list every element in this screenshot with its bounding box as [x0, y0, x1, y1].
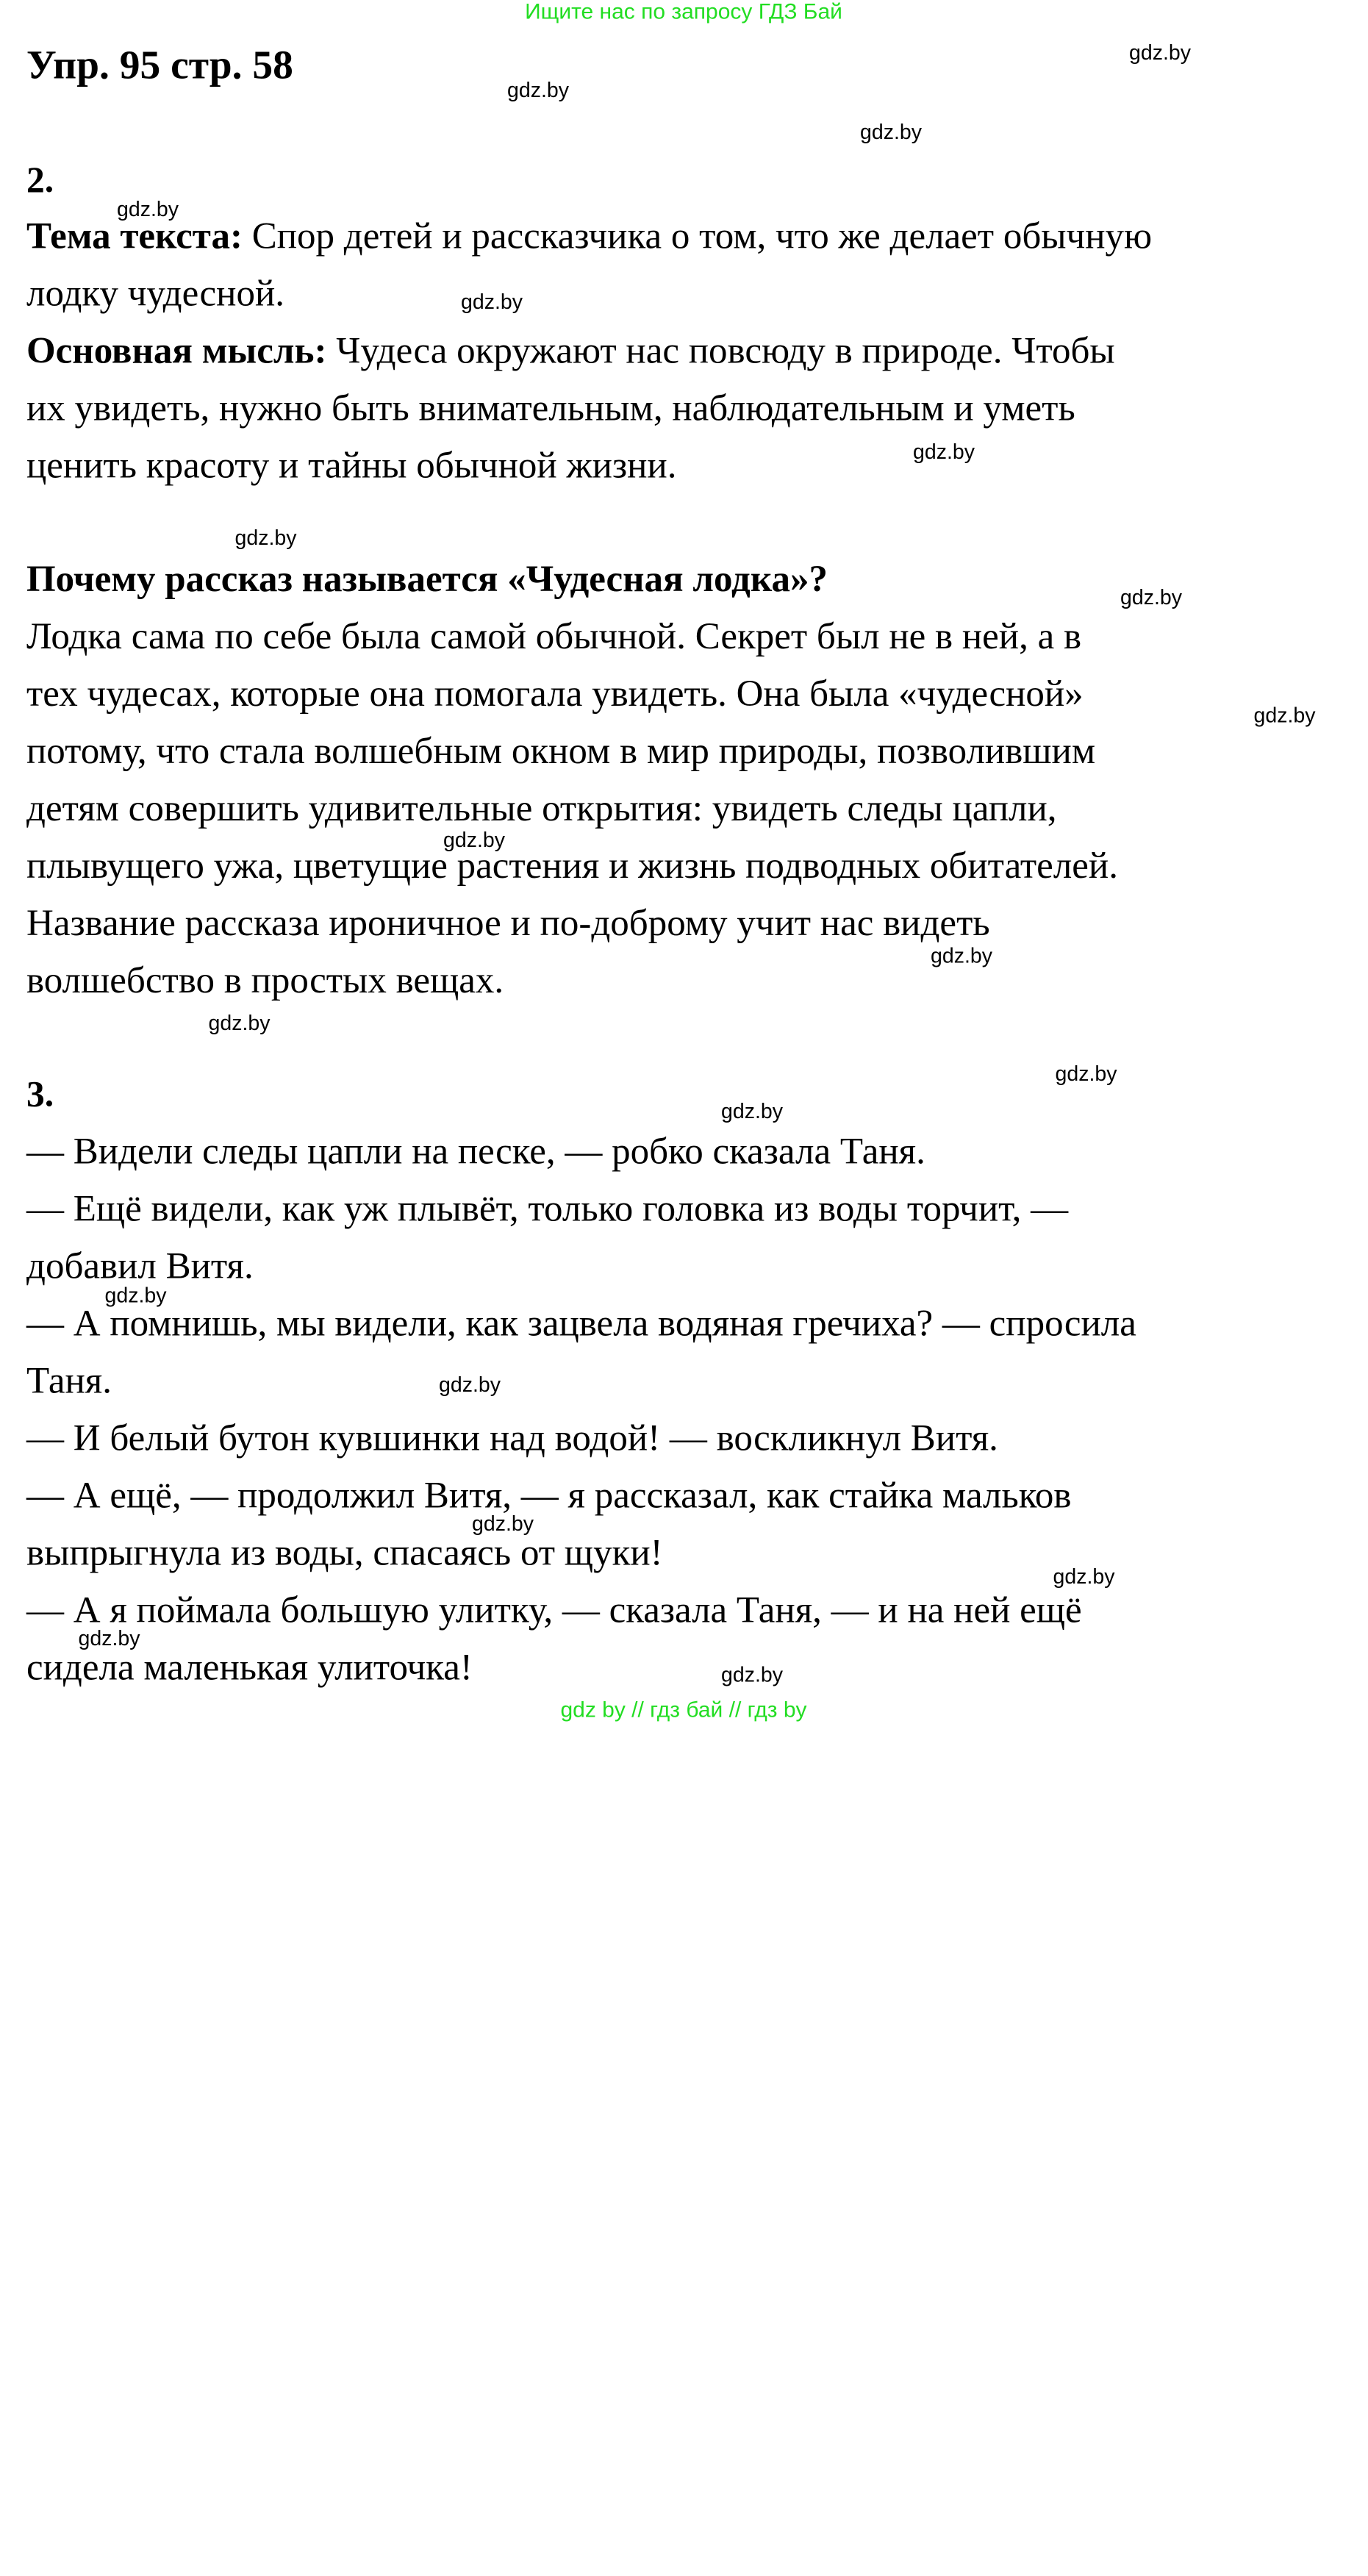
- dialogue-line: — Ещё видели, как уж плывёт, только головка из воды торчит, —: [26, 1189, 1069, 1230]
- watermark: gdz.by: [721, 1101, 783, 1124]
- top-banner[interactable]: Ищите нас по запросу ГДЗ Бай: [525, 0, 842, 24]
- watermark: gdz.by: [860, 121, 922, 145]
- answer-line: плывущего ужа, цветущие растения и жизнь подводных обитателей.: [26, 845, 1118, 887]
- theme-text: Спор детей и рассказчика о том, что же делает обычную: [242, 216, 1153, 257]
- theme-line-1: [26, 216, 1152, 258]
- idea-text: Чудеса окружают нас повсюду в природе. Чтобы: [326, 331, 1115, 372]
- dialogue-line: — А помнишь, мы видели, как зацвела водяная гречиха? — спросила: [26, 1303, 1136, 1345]
- dialogue-line: — И белый бутон кувшинки над водой! — воскликнул Витя.: [26, 1418, 998, 1459]
- answer-line: Название рассказа ироничное и по-доброму учит нас видеть: [26, 903, 990, 944]
- answer-line: Лодка сама по себе была самой обычной. Секрет был не в ней, а в: [26, 616, 1082, 657]
- watermark: gdz.by: [1129, 42, 1191, 65]
- bottom-banner[interactable]: gdz by // гдз бай // гдз by: [560, 1698, 807, 1722]
- theme-line-2: лодку чудесной.: [26, 273, 284, 315]
- watermark: gdz.by: [1120, 587, 1182, 610]
- watermark: gdz.by: [443, 829, 505, 853]
- theme-label: Тема текста:: [26, 216, 243, 257]
- dialogue-line: Таня.: [26, 1361, 112, 1402]
- question-heading: Почему рассказ называется «Чудесная лодка»?: [26, 559, 828, 600]
- watermark: gdz.by: [104, 1284, 167, 1308]
- watermark: gdz.by: [913, 441, 975, 465]
- idea-line-1: [26, 331, 1115, 373]
- dialogue-line: — А я поймала большую улитку, — сказала Таня, — и на ней ещё: [26, 1590, 1082, 1631]
- watermark: gdz.by: [721, 1664, 783, 1687]
- watermark: gdz.by: [1053, 1566, 1115, 1589]
- watermark: gdz.by: [507, 79, 569, 103]
- answer-line: тех чудесах, которые она помогала увидеть. Она была «чудесной»: [26, 673, 1084, 715]
- watermark: gdz.by: [208, 1012, 271, 1036]
- section-2-number: 2.: [26, 161, 54, 201]
- watermark: gdz.by: [117, 198, 179, 222]
- watermark: gdz.by: [234, 527, 297, 551]
- watermark: gdz.by: [461, 291, 523, 315]
- answer-line: детям совершить удивительные открытия: увидеть следы цапли,: [26, 788, 1057, 829]
- watermark: gdz.by: [78, 1628, 140, 1651]
- watermark: gdz.by: [1253, 704, 1316, 728]
- dialogue-line: добавил Витя.: [26, 1246, 254, 1287]
- answer-line: потому, что стала волшебным окном в мир природы, позволившим: [26, 731, 1096, 772]
- watermark: gdz.by: [439, 1374, 501, 1398]
- dialogue-line: — А ещё, — продолжил Витя, — я рассказал, как стайка мальков: [26, 1475, 1072, 1517]
- watermark: gdz.by: [472, 1513, 534, 1536]
- dialogue-line: выпрыгнула из воды, спасаясь от щуки!: [26, 1533, 663, 1574]
- section-3-number: 3.: [26, 1075, 54, 1115]
- idea-line-3: ценить красоту и тайны обычной жизни.: [26, 446, 677, 487]
- page-title: Упр. 95 стр. 58: [26, 43, 293, 88]
- dialogue-line: сидела маленькая улиточка!: [26, 1647, 473, 1689]
- idea-line-2: их увидеть, нужно быть внимательным, наблюдательным и уметь: [26, 388, 1075, 429]
- watermark: gdz.by: [931, 945, 992, 968]
- dialogue-line: — Видели следы цапли на песке, — робко сказала Таня.: [26, 1131, 925, 1173]
- idea-label: Основная мысль:: [26, 331, 327, 372]
- watermark: gdz.by: [1055, 1063, 1117, 1087]
- answer-line: волшебство в простых вещах.: [26, 960, 504, 1001]
